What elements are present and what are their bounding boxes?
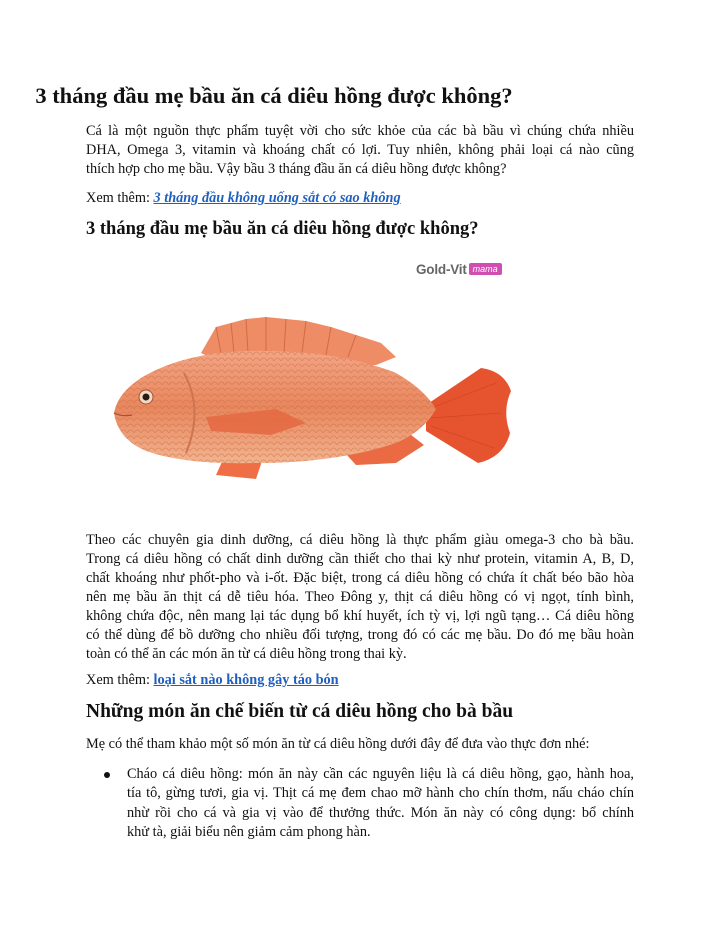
list-item-line: khử tà, giải biểu nên giảm cảm phong hàn.	[127, 824, 371, 841]
body-line: có thể dùng để bồ dưỡng cho nhiều đối tượng, trong đó có các mẹ bầu. Do đó mẹ bầu hoàn	[86, 627, 634, 643]
logo-tag: mama	[469, 263, 502, 275]
body-paragraph	[86, 531, 634, 664]
section-heading: 3 tháng đầu mẹ bầu ăn cá diêu hồng được không?	[86, 219, 479, 239]
list-item-line: Cháo cá diêu hồng: món ăn này cần các nguyên liệu là cá diêu hồng, gạo, hành hoa,	[127, 766, 634, 782]
dishes-intro: Mẹ có thể tham khảo một số món ăn từ cá diêu hồng dưới đây để đưa vào thực đơn nhé:	[86, 736, 590, 752]
bullet-icon	[104, 772, 110, 778]
intro-line: DHA, Omega 3, vitamin và khoáng chất có lợi. Tuy nhiên, không phải loại cá nào cũng	[86, 142, 634, 158]
dishes-list	[86, 765, 634, 843]
brand-logo	[416, 261, 502, 277]
intro-paragraph	[86, 122, 634, 179]
body-line: Theo các chuyên gia dinh dưỡng, cá diêu hồng là thực phẩm giàu omega-3 cho bà bầu.	[86, 532, 634, 548]
dishes-heading: Những món ăn chế biến từ cá diêu hồng cho bà bầu	[86, 701, 514, 722]
page-title: 3 tháng đầu mẹ bầu ăn cá diêu hồng được không?	[35, 83, 513, 108]
see-more-link-iron[interactable]: 3 tháng đầu không uống sắt có sao không	[153, 190, 401, 206]
red-tilapia-fish-image	[106, 313, 518, 485]
body-line: Trong cá diêu hồng có chất dinh dưỡng cần thiết cho thai kỳ như protein, vitamin A, B, D,	[86, 551, 634, 567]
logo-brand: Gold-Vit	[416, 261, 467, 277]
intro-line: Cá là một nguồn thực phẩm tuyệt vời cho sức khỏe của các bà bầu vì chúng chứa nhiều	[86, 123, 634, 139]
see-more-label: Xem thêm:	[86, 190, 150, 206]
body-line: chất khoáng như phốt-pho và i-ốt. Đặc biệt, trong cá diêu hồng có chứa ít chất béo bão hòa	[86, 570, 634, 586]
list-item-line: nhừ rồi cho cá và gia vị vào để thưởng thức. Món ăn này có công dụng: bổ chính	[127, 804, 634, 821]
intro-line: thích hợp cho mẹ bầu. Vậy bầu 3 tháng đầu ăn cá diêu hồng được không?	[86, 161, 507, 177]
see-more-2	[86, 671, 634, 690]
body-line: không chứa độc, nên mang lại tác dụng bổ khí huyết, ích tỳ vị, lợi ngũ tạng… Cá diêu hồng	[86, 608, 634, 624]
list-item	[86, 765, 634, 843]
see-more-link-constipation[interactable]: loại sắt nào không gây táo bón	[153, 672, 339, 688]
list-item-line: tía tô, gừng tươi, gia vị. Thịt cá mẹ đem chao mỡ hành cho chín thơm, nấu cháo chín	[127, 785, 634, 802]
body-line: nên mẹ bầu ăn thịt cá dễ tiêu hóa. Theo Đông y, thịt cá diêu hồng có vị ngọt, tính bình,	[86, 589, 634, 605]
see-more-label: Xem thêm:	[86, 672, 150, 688]
see-more-1	[86, 189, 634, 208]
body-line: toàn có thể ăn các món ăn từ cá diêu hồng trong thai kỳ.	[86, 646, 407, 662]
